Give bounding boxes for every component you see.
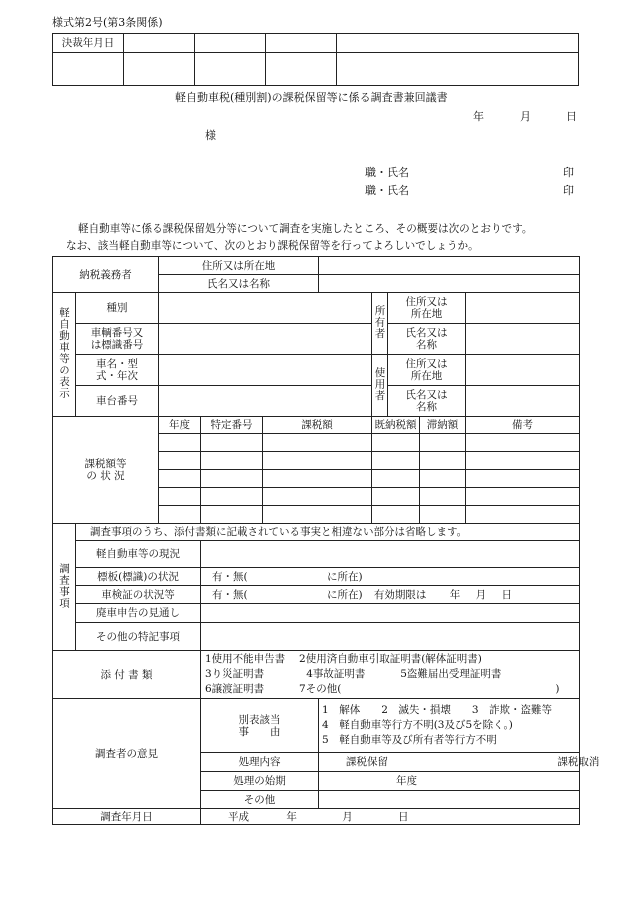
tax-cell[interactable] bbox=[466, 470, 580, 488]
tax-cell[interactable] bbox=[201, 434, 263, 452]
attach-item-4: 4事故証明書 bbox=[306, 668, 366, 680]
vehicle-reg-label bbox=[76, 324, 159, 355]
survey-date-label: 調査年月日 bbox=[53, 809, 201, 825]
inspection-expiry-label: 有効期限は bbox=[373, 588, 427, 601]
attach-item-6: 6譲渡証明書 bbox=[205, 683, 265, 695]
owner-name-label bbox=[388, 324, 466, 355]
tax-cell[interactable] bbox=[420, 452, 466, 470]
survey-inspection-label: 車検証の状況等 bbox=[76, 586, 201, 604]
attach-item-5: 5盗難届出受理証明書 bbox=[400, 668, 502, 680]
survey-date-era: 平成 bbox=[228, 810, 249, 823]
survey-other-label: その他の特記事項 bbox=[76, 623, 201, 651]
tax-cell[interactable] bbox=[201, 488, 263, 506]
signer-label: 職・氏名 bbox=[365, 184, 409, 197]
user-name-field[interactable] bbox=[466, 386, 580, 417]
user-address-label-line2: 所在地 bbox=[410, 370, 443, 382]
owner-address-label bbox=[388, 293, 466, 324]
tax-cell[interactable] bbox=[159, 434, 201, 452]
owner-name-label-line1: 氏名又は bbox=[405, 327, 448, 339]
approval-cell[interactable] bbox=[195, 53, 266, 86]
owner-name-label-line2: 名称 bbox=[416, 339, 438, 351]
approval-table bbox=[52, 33, 579, 86]
survey-section-label bbox=[53, 524, 76, 651]
survey-date-field[interactable] bbox=[201, 809, 580, 825]
addressee-suffix: 様 bbox=[205, 129, 216, 142]
user-label bbox=[372, 355, 388, 417]
owner-address-label-line2: 所在地 bbox=[410, 308, 443, 320]
signer-label: 職・氏名 bbox=[365, 166, 409, 179]
owner-address-label-line1: 住所又は bbox=[405, 296, 448, 308]
start-fiscal-year: 年度 bbox=[396, 775, 418, 787]
vehicle-chassis-field[interactable] bbox=[159, 386, 372, 417]
user-address-field[interactable] bbox=[466, 355, 580, 386]
survey-date-year: 年 bbox=[286, 810, 297, 823]
tax-cell[interactable] bbox=[372, 506, 420, 524]
approval-cell[interactable] bbox=[337, 34, 579, 53]
survey-note: 調査事項のうち、添付書類に記載されている事実と相違ない部分は省略します。 bbox=[76, 524, 580, 541]
survey-scrap-label: 廃車申告の見通し bbox=[76, 604, 201, 623]
inspection-expiry-month: 月 bbox=[475, 588, 487, 601]
taxpayer-address-field[interactable] bbox=[319, 257, 580, 275]
opinion-reason-line1: 別表該当 bbox=[238, 713, 281, 726]
survey-date-month: 月 bbox=[342, 810, 353, 823]
survey-plate-label: 標板(標識)の状況 bbox=[76, 568, 201, 586]
tax-cell[interactable] bbox=[372, 434, 420, 452]
survey-scrap-field[interactable] bbox=[201, 604, 580, 623]
survey-plate-field[interactable] bbox=[201, 568, 580, 586]
form-number: 様式第2号(第3条関係) bbox=[52, 16, 163, 29]
taxpayer-label: 納税義務者 bbox=[53, 257, 159, 293]
vehicle-section-text: 軽自動車等の表示 bbox=[58, 307, 70, 399]
tax-cell[interactable] bbox=[466, 434, 580, 452]
user-address-label bbox=[388, 355, 466, 386]
survey-date-day: 日 bbox=[398, 810, 409, 823]
user-text: 使用者 bbox=[373, 366, 386, 402]
inspection-expiry-day: 日 bbox=[501, 588, 512, 601]
attach-item-2: 2使用済自動車引取証明書(解体証明書) bbox=[299, 653, 482, 665]
attach-item-1: 1使用不能申告書 bbox=[205, 653, 286, 665]
owner-name-field[interactable] bbox=[466, 324, 580, 355]
start-field[interactable] bbox=[319, 772, 580, 791]
opinion-reason-label bbox=[201, 699, 319, 753]
approval-cell[interactable] bbox=[266, 34, 337, 53]
inspection-expiry-year: 年 bbox=[449, 588, 461, 601]
intro-line-2: なお、該当軽自動車等について、次のとおり課税保留等を行ってよろしいでしょうか。 bbox=[66, 240, 479, 252]
inspection-presence: 有・無( bbox=[212, 588, 248, 601]
plate-location-suffix: に所在) bbox=[326, 570, 363, 583]
vehicle-reg-line1: 車輌番号又 bbox=[90, 327, 144, 339]
attach-item-3: 3り災証明書 bbox=[205, 668, 265, 680]
opinion-reason-line2: 事 由 bbox=[238, 725, 281, 738]
approval-cell[interactable] bbox=[266, 53, 337, 86]
vehicle-section-label bbox=[53, 293, 76, 417]
taxpayer-name-label: 氏名又は名称 bbox=[159, 275, 319, 293]
approval-cell[interactable] bbox=[124, 34, 195, 53]
tax-cell[interactable] bbox=[201, 452, 263, 470]
vehicle-reg-field[interactable] bbox=[159, 324, 372, 355]
tax-cell[interactable] bbox=[263, 470, 372, 488]
owner-address-field[interactable] bbox=[466, 293, 580, 324]
vehicle-kind-field[interactable] bbox=[159, 293, 372, 324]
tax-cell[interactable] bbox=[420, 470, 466, 488]
approval-date-label: 決裁年月日 bbox=[53, 34, 124, 53]
action-field[interactable] bbox=[319, 753, 600, 772]
misc-label: その他 bbox=[201, 791, 319, 809]
seal-mark: 印 bbox=[563, 166, 574, 179]
user-name-label-line1: 氏名又は bbox=[405, 389, 448, 401]
date-day: 日 bbox=[566, 110, 577, 123]
vehicle-model-label bbox=[76, 355, 159, 386]
survey-status-field[interactable] bbox=[201, 541, 580, 568]
tax-cell[interactable] bbox=[420, 488, 466, 506]
approval-cell[interactable] bbox=[195, 34, 266, 53]
opinion-reason-options[interactable] bbox=[319, 699, 580, 753]
tax-cell[interactable] bbox=[372, 470, 420, 488]
user-name-label-line2: 名称 bbox=[416, 401, 438, 413]
start-label: 処理の始期 bbox=[201, 772, 319, 791]
tax-cell[interactable] bbox=[263, 488, 372, 506]
vehicle-model-field[interactable] bbox=[159, 355, 372, 386]
tax-cell[interactable] bbox=[466, 452, 580, 470]
owner-text: 所有者 bbox=[373, 304, 386, 340]
col-header-year: 年度 bbox=[159, 417, 201, 434]
user-name-label bbox=[388, 386, 466, 417]
attachments-list[interactable] bbox=[201, 651, 580, 699]
tax-cell[interactable] bbox=[372, 452, 420, 470]
tax-cell[interactable] bbox=[466, 488, 580, 506]
tax-cell[interactable] bbox=[263, 434, 372, 452]
tax-cell[interactable] bbox=[201, 506, 263, 524]
approval-cell[interactable] bbox=[124, 53, 195, 86]
tax-cell[interactable] bbox=[159, 470, 201, 488]
survey-inspection-field[interactable] bbox=[201, 586, 580, 604]
tax-cell[interactable] bbox=[159, 452, 201, 470]
action-cancel: 課税取消 bbox=[557, 756, 600, 768]
misc-field[interactable] bbox=[319, 791, 580, 809]
tax-cell[interactable] bbox=[263, 452, 372, 470]
reason-option-2: 4 軽自動車等行方不明(3及び5を除く。) bbox=[322, 719, 513, 731]
col-header-remarks: 備考 bbox=[466, 417, 580, 434]
reason-option-1: 1 解体 2 滅失・損壊 3 詐欺・盗難等 bbox=[322, 704, 553, 716]
attach-item-7: 7その他( bbox=[299, 683, 342, 695]
col-header-arrears: 滞納額 bbox=[420, 417, 466, 434]
tax-cell[interactable] bbox=[263, 506, 372, 524]
tax-cell[interactable] bbox=[201, 470, 263, 488]
tax-cell[interactable] bbox=[159, 488, 201, 506]
user-address-label-line1: 住所又は bbox=[405, 358, 448, 370]
plate-presence: 有・無( bbox=[212, 570, 248, 583]
action-label: 処理内容 bbox=[201, 753, 319, 772]
inspection-location-suffix: に所在) bbox=[326, 588, 363, 601]
action-hold: 課税保留 bbox=[346, 756, 389, 768]
tax-cell[interactable] bbox=[372, 488, 420, 506]
taxpayer-address-label: 住所又は所在地 bbox=[159, 257, 319, 275]
survey-section-text: 調査事項 bbox=[58, 562, 70, 609]
date-year: 年 bbox=[473, 110, 484, 123]
seal-mark: 印 bbox=[563, 184, 574, 197]
col-header-paid-amount: 既納税額 bbox=[372, 417, 420, 434]
vehicle-chassis-label: 車台番号 bbox=[76, 386, 159, 417]
col-header-specific-no: 特定番号 bbox=[201, 417, 263, 434]
tax-cell[interactable] bbox=[466, 506, 580, 524]
attach-item-7-close: ) bbox=[555, 683, 560, 695]
vehicle-model-line1: 車名・型 bbox=[96, 358, 138, 370]
survey-status-label: 軽自動車等の現況 bbox=[76, 541, 201, 568]
intro-line-1: 軽自動車等に係る課税保留処分等について調査を実施したところ、その概要は次のとおりです。 bbox=[78, 223, 533, 235]
col-header-tax-amount: 課税額 bbox=[263, 417, 372, 434]
attachments-label: 添 付 書 類 bbox=[53, 651, 201, 699]
tax-cell[interactable] bbox=[420, 506, 466, 524]
survey-other-field[interactable] bbox=[201, 623, 580, 651]
tax-status-label bbox=[53, 417, 159, 524]
tax-cell[interactable] bbox=[420, 434, 466, 452]
main-form-table bbox=[52, 256, 600, 825]
tax-status-line1: 課税額等 bbox=[84, 458, 127, 470]
opinion-label: 調査者の意見 bbox=[53, 699, 201, 809]
approval-cell[interactable] bbox=[337, 53, 579, 86]
tax-cell[interactable] bbox=[159, 506, 201, 524]
vehicle-reg-line2: は標識番号 bbox=[90, 339, 144, 351]
vehicle-kind-label: 種別 bbox=[76, 293, 159, 324]
tax-status-line2: の 状 況 bbox=[86, 470, 125, 482]
document-title: 軽自動車税(種別割)の課税保留等に係る調査書兼回議書 bbox=[175, 91, 448, 104]
owner-label bbox=[372, 293, 388, 355]
taxpayer-name-field[interactable] bbox=[319, 275, 580, 293]
approval-cell[interactable] bbox=[53, 53, 124, 86]
date-month: 月 bbox=[520, 110, 531, 123]
vehicle-model-line2: 式・年次 bbox=[96, 370, 138, 382]
reason-option-3: 5 軽自動車等及び所有者等行方不明 bbox=[322, 734, 497, 746]
